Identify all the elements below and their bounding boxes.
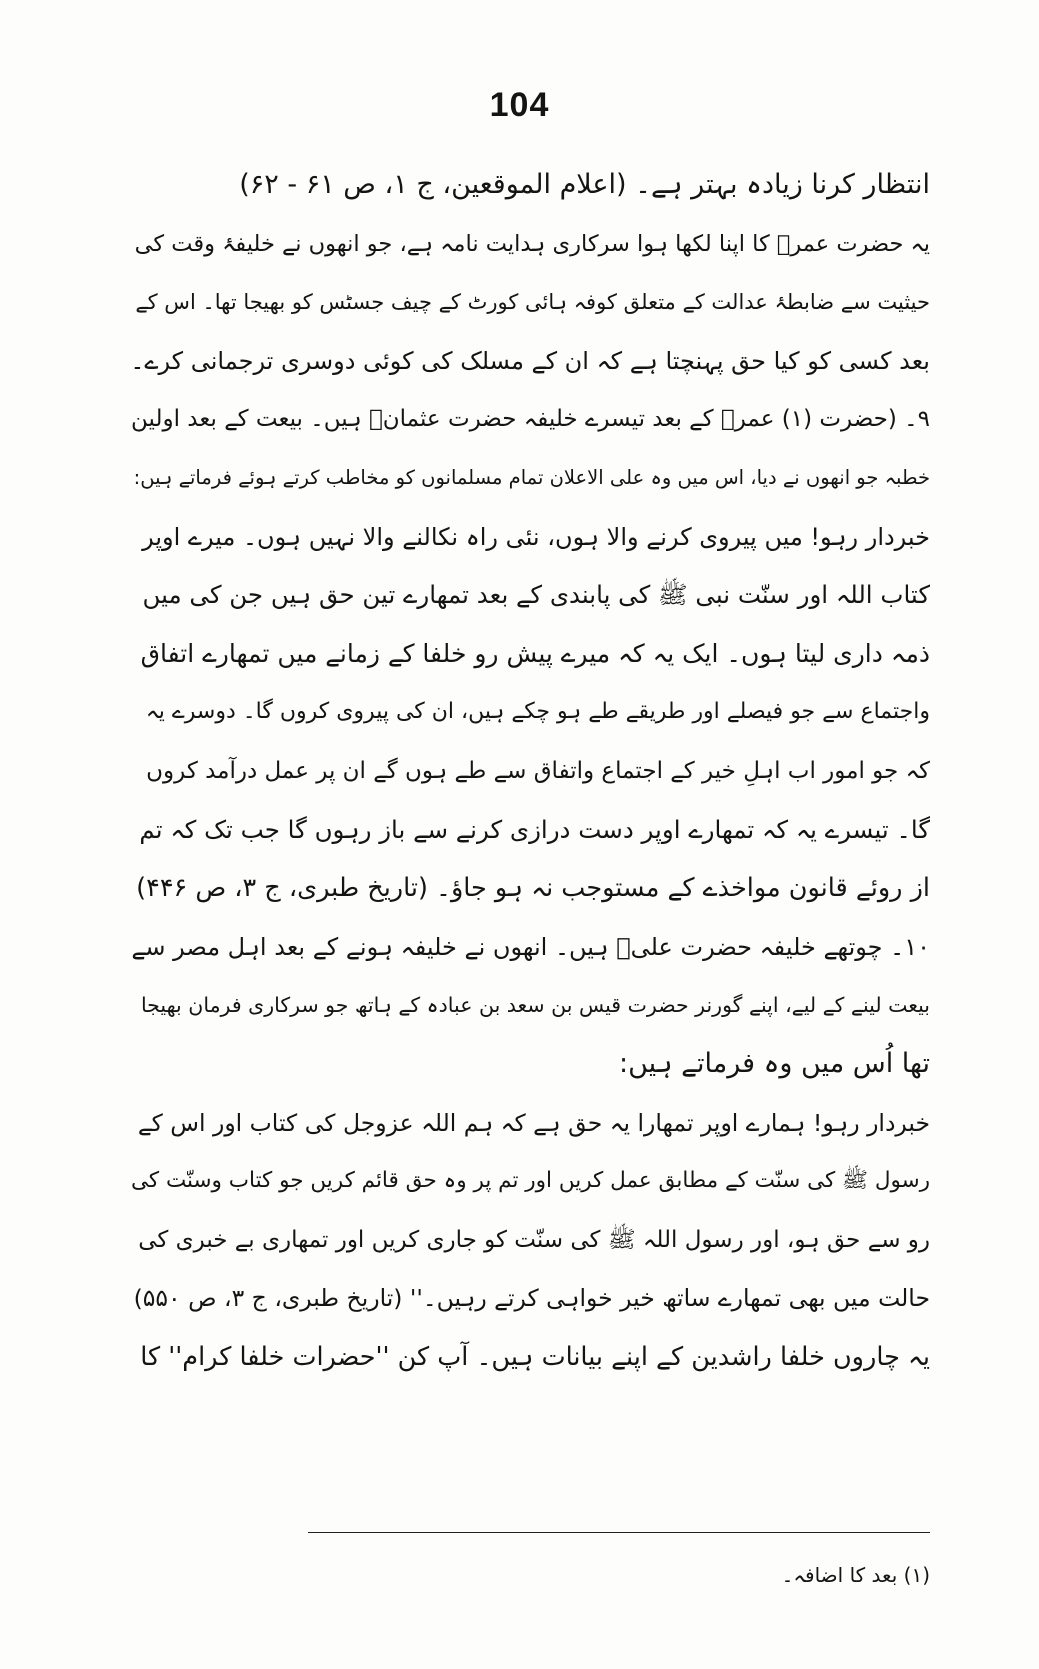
text-line: کتاب اللہ اور سنّت نبی ﷺ کی پابندی کے بعد تمھارے تین حق ہیں جن کی میں <box>142 580 930 610</box>
text-line: یہ حضرت عمرؓ کا اپنا لکھا ہوا سرکاری ہدایت نامہ ہے، جو انھوں نے خلیفۂ وقت کی <box>134 230 930 257</box>
text-line: ۱۰۔ چوتھے خلیفہ حضرت علیؓ ہیں۔ انھوں نے خلیفہ ہونے کے بعد اہل مصر سے <box>131 932 930 961</box>
text-line: رسول ﷺ کی سنّت کے مطابق عمل کریں اور تم پر وہ حق قائم کریں جو کتاب وسنّت کی <box>130 1168 930 1194</box>
text-line: انتظار کرنا زیادہ بہتر ہے۔ (اعلام الموقعین، ج ۱، ص ۶۱ - ۶۲) <box>239 169 930 200</box>
text-line: از روئے قانون مواخذے کے مستوجب نہ ہو جاؤ۔ (تاریخ طبری، ج ۳، ص ۴۴۶) <box>136 873 930 904</box>
text-line: کہ جو امور اب اہلِ خیر کے اجتماع واتفاق سے طے ہوں گے ان پر عمل درآمد کروں <box>146 757 930 784</box>
footnote-divider <box>308 1532 930 1533</box>
text-line: یہ چاروں خلفا راشدین کے اپنے بیانات ہیں۔ آپ کن ''حضرات خلفا کرام'' کا <box>140 1341 930 1372</box>
body-text <box>130 156 930 1386</box>
text-line: بیعت لینے کے لیے، اپنے گورنر حضرت قیس بن سعد بن عبادہ کے ہاتھ جو سرکاری فرمان بھیجا <box>140 993 930 1018</box>
footnote: (۱) بعد کا اضافہ۔ <box>781 1563 930 1587</box>
text-line: خبردار رہو! میں پیروی کرنے والا ہوں، نئی راہ نکالنے والا نہیں ہوں۔ میرے اوپر <box>142 522 930 551</box>
text-line: خبردار رہو! ہمارے اوپر تمھارا یہ حق ہے کہ ہم اللہ عزوجل کی کتاب اور اس کے <box>137 1108 930 1137</box>
text-line: حیثیت سے ضابطۂ عدالت کے متعلق کوفہ ہائی کورٹ کے چیف جسٹس کو بھیجا تھا۔ اس کے <box>135 290 930 315</box>
text-line: گا۔ تیسرے یہ کہ تمھارے اوپر دست درازی کرنے سے باز رہوں گا جب تک کہ تم <box>139 814 930 844</box>
text-line: رو سے حق ہو، اور رسول اللہ ﷺ کی سنّت کو جاری کریں اور تمھاری بے خبری کی <box>138 1226 930 1253</box>
text-line: ۹۔ (حضرت (۱) عمرؓ کے بعد تیسرے خلیفہ حضرت عثمانؓ ہیں۔ بیعت کے بعد اولین <box>131 406 930 433</box>
text-line: حالت میں بھی تمھارے ساتھ خیر خواہی کرتے رہیں۔'' (تاریخ طبری، ج ۳، ص ۵۵۰) <box>133 1284 930 1313</box>
text-line: تھا اُس میں وہ فرماتے ہیں: <box>618 1047 930 1079</box>
text-line: بعد کسی کو کیا حق پہنچتا ہے کہ ان کے مسلک کی کوئی دوسری ترجمانی کرے۔ <box>130 346 930 375</box>
text-line: ذمہ داری لیتا ہوں۔ ایک یہ کہ میرے پیش رو خلفا کے زمانے میں تمھارے اتفاق <box>140 638 930 668</box>
page-number: 104 <box>489 86 550 124</box>
text-line: واجتماع سے جو فیصلے اور طریقے طے ہو چکے ہیں، ان کی پیروی کروں گا۔ دوسرے یہ <box>145 699 930 725</box>
text-line: خطبہ جو انھوں نے دیا، اس میں وہ علی الاعلان تمام مسلمانوں کو مخاطب کرتے ہوئے فرماتے ہیں: <box>133 465 930 489</box>
